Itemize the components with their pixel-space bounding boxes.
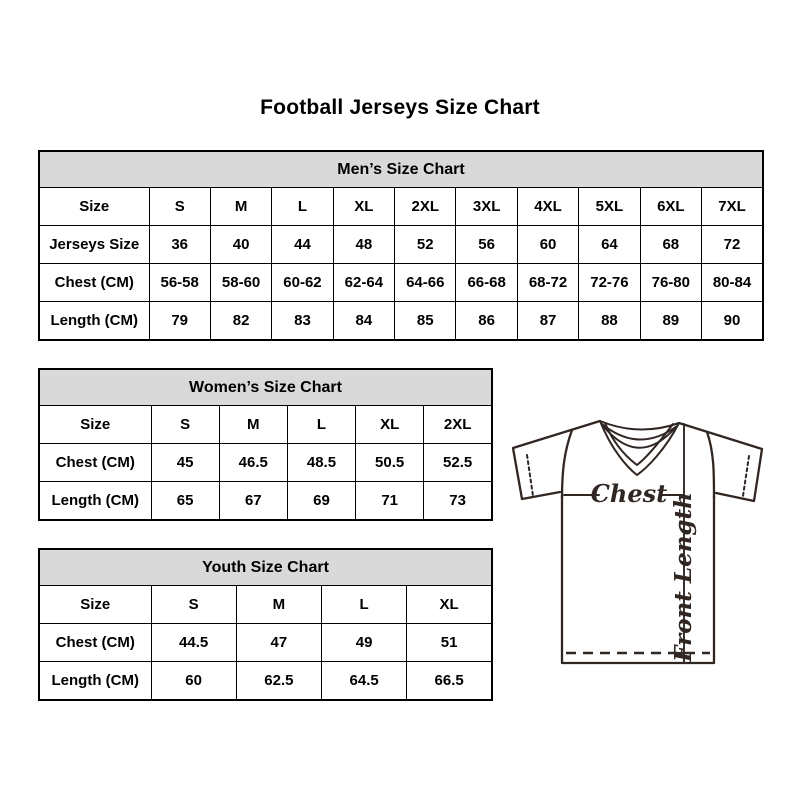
chest-label: Chest <box>590 479 668 508</box>
value-cell: L <box>322 586 407 624</box>
value-cell: 82 <box>210 302 271 341</box>
womens-table-body <box>39 369 492 520</box>
value-cell: 52 <box>395 226 456 264</box>
value-cell: 86 <box>456 302 517 341</box>
table-header-row <box>39 151 763 188</box>
value-cell: 36 <box>149 226 210 264</box>
value-cell: 7XL <box>702 188 763 226</box>
value-cell: 66-68 <box>456 264 517 302</box>
value-cell: S <box>149 188 210 226</box>
value-cell: L <box>287 406 355 444</box>
value-cell: 56-58 <box>149 264 210 302</box>
value-cell: 88 <box>579 302 640 341</box>
value-cell: 49 <box>322 624 407 662</box>
value-cell: 60 <box>517 226 578 264</box>
value-cell: 89 <box>640 302 701 341</box>
table-row <box>39 302 763 341</box>
value-cell: 44 <box>272 226 333 264</box>
jersey-left-armhole-seam <box>562 430 572 498</box>
value-cell: 3XL <box>456 188 517 226</box>
table-row <box>39 586 492 624</box>
value-cell: 60-62 <box>272 264 333 302</box>
table-row <box>39 482 492 521</box>
value-cell: 46.5 <box>219 444 287 482</box>
row-label-cell: Size <box>39 406 151 444</box>
jersey-right-armhole-seam <box>707 432 714 498</box>
page-title: Football Jerseys Size Chart <box>260 96 540 119</box>
mens-table-title: Men’s Size Chart <box>39 151 763 188</box>
jersey-right-sleeve <box>679 423 762 501</box>
value-cell: 47 <box>236 624 321 662</box>
youth-table-title: Youth Size Chart <box>39 549 492 586</box>
value-cell: 52.5 <box>424 444 492 482</box>
value-cell: 84 <box>333 302 394 341</box>
value-cell: 6XL <box>640 188 701 226</box>
value-cell: XL <box>333 188 394 226</box>
value-cell: 62.5 <box>236 662 321 701</box>
value-cell: XL <box>356 406 424 444</box>
value-cell: 60 <box>151 662 236 701</box>
value-cell: 48 <box>333 226 394 264</box>
value-cell: 62-64 <box>333 264 394 302</box>
value-cell: 68-72 <box>517 264 578 302</box>
jersey-left-cuff-dashes <box>527 455 533 496</box>
mens-table-body <box>39 151 763 340</box>
value-cell: 68 <box>640 226 701 264</box>
value-cell: M <box>210 188 271 226</box>
row-label-cell: Chest (CM) <box>39 444 151 482</box>
value-cell: 65 <box>151 482 219 521</box>
youth-table-body <box>39 549 492 700</box>
row-label-cell: Chest (CM) <box>39 264 149 302</box>
value-cell: 83 <box>272 302 333 341</box>
table-row <box>39 406 492 444</box>
row-label-cell: Length (CM) <box>39 302 149 341</box>
table-row <box>39 264 763 302</box>
value-cell: 44.5 <box>151 624 236 662</box>
row-label-cell: Size <box>39 586 151 624</box>
womens-table-title: Women’s Size Chart <box>39 369 492 406</box>
value-cell: 56 <box>456 226 517 264</box>
value-cell: 64 <box>579 226 640 264</box>
youth-size-table <box>38 548 493 701</box>
value-cell: 85 <box>395 302 456 341</box>
value-cell: M <box>236 586 321 624</box>
row-label-cell: Length (CM) <box>39 482 151 521</box>
value-cell: M <box>219 406 287 444</box>
jersey-collar-top <box>600 421 679 430</box>
value-cell: 72-76 <box>579 264 640 302</box>
table-header-row <box>39 549 492 586</box>
value-cell: 40 <box>210 226 271 264</box>
jersey-measurement-diagram <box>502 406 778 696</box>
value-cell: 66.5 <box>407 662 492 701</box>
row-label-cell: Jerseys Size <box>39 226 149 264</box>
front-length-label: Front Length <box>670 492 697 662</box>
value-cell: 87 <box>517 302 578 341</box>
value-cell: 80-84 <box>702 264 763 302</box>
value-cell: 50.5 <box>356 444 424 482</box>
value-cell: 72 <box>702 226 763 264</box>
value-cell: L <box>272 188 333 226</box>
value-cell: 51 <box>407 624 492 662</box>
value-cell: 71 <box>356 482 424 521</box>
table-row <box>39 188 763 226</box>
womens-size-table <box>38 368 493 521</box>
value-cell: 79 <box>149 302 210 341</box>
value-cell: 58-60 <box>210 264 271 302</box>
row-label-cell: Size <box>39 188 149 226</box>
value-cell: 69 <box>287 482 355 521</box>
table-row <box>39 226 763 264</box>
value-cell: 64.5 <box>322 662 407 701</box>
value-cell: 5XL <box>579 188 640 226</box>
value-cell: 67 <box>219 482 287 521</box>
value-cell: 48.5 <box>287 444 355 482</box>
value-cell: 64-66 <box>395 264 456 302</box>
row-label-cell: Chest (CM) <box>39 624 151 662</box>
jersey-left-sleeve <box>513 421 600 499</box>
value-cell: 45 <box>151 444 219 482</box>
value-cell: 2XL <box>395 188 456 226</box>
value-cell: S <box>151 406 219 444</box>
value-cell: 4XL <box>517 188 578 226</box>
value-cell: S <box>151 586 236 624</box>
value-cell: 90 <box>702 302 763 341</box>
table-header-row <box>39 369 492 406</box>
table-row <box>39 624 492 662</box>
value-cell: XL <box>407 586 492 624</box>
mens-size-table <box>38 150 764 341</box>
row-label-cell: Length (CM) <box>39 662 151 701</box>
jersey-right-cuff-dashes <box>743 456 749 496</box>
table-row <box>39 444 492 482</box>
value-cell: 2XL <box>424 406 492 444</box>
value-cell: 73 <box>424 482 492 521</box>
value-cell: 76-80 <box>640 264 701 302</box>
table-row <box>39 662 492 701</box>
